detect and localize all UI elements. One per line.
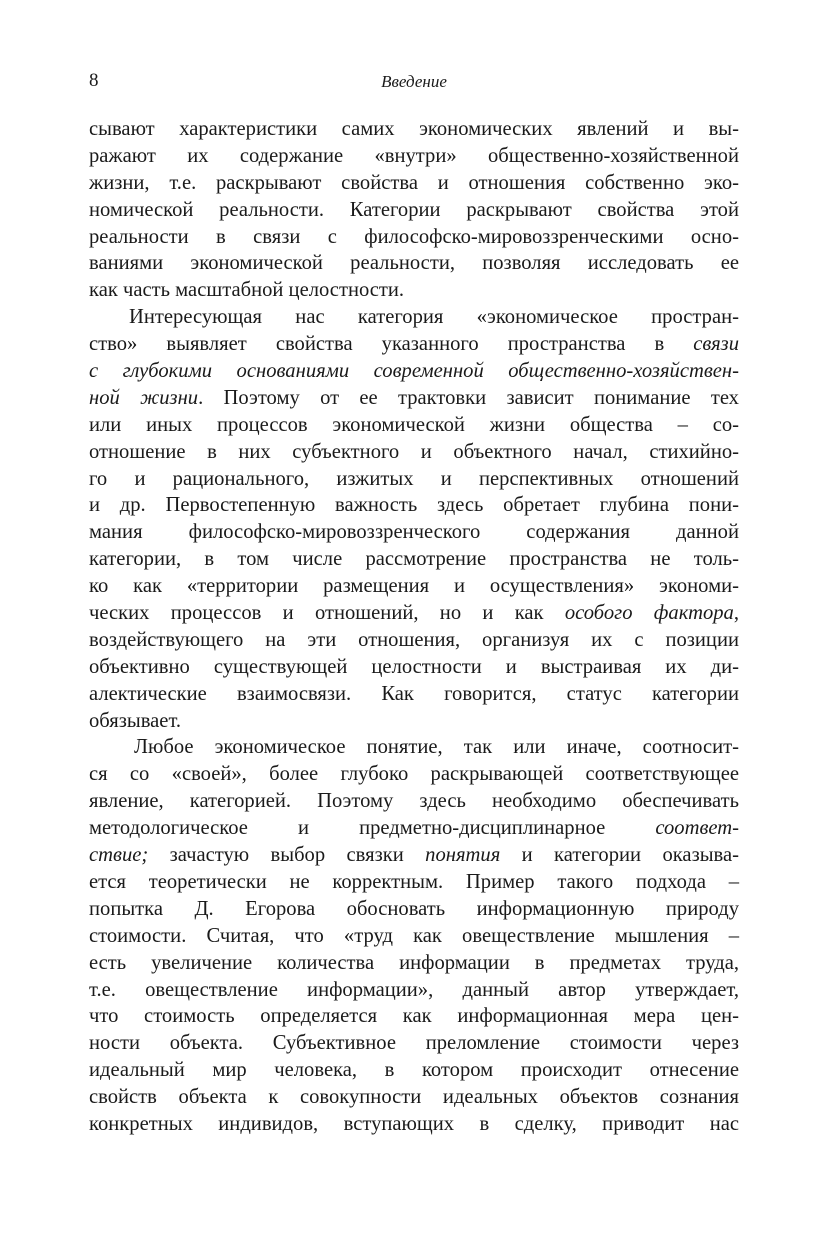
- text-line: [89, 681, 739, 708]
- text-line: [89, 788, 739, 815]
- text-line: [89, 950, 739, 977]
- text-segment: воздействующего на эти отношения, организуя их с позиции: [89, 628, 739, 651]
- text-line: [89, 573, 739, 600]
- text-line: [89, 761, 739, 788]
- text-segment: сывают характеристики самих экономических явлений и вы-: [89, 118, 739, 140]
- text-segment: есть увеличение количества информации в предметах труда,: [89, 951, 739, 974]
- italic-text-segment: соответ-: [655, 817, 739, 840]
- text-line: [89, 627, 739, 654]
- text-segment: ство» выявляет свойства указанного пространства в: [89, 333, 694, 356]
- text-segment: методологическое и предметно-дисциплинарное: [89, 817, 656, 840]
- text-line: [89, 466, 739, 493]
- text-line: [89, 708, 739, 735]
- italic-text-segment: понятия: [425, 844, 501, 867]
- text-line: [89, 331, 739, 358]
- text-segment: обязывает.: [89, 709, 182, 732]
- text-line: [89, 250, 739, 277]
- text-segment: ется теоретически не корректным. Пример такого подхода –: [89, 870, 739, 893]
- text-segment: и др. Первостепенную важность здесь обретает глубина пони-: [89, 494, 739, 517]
- text-line: [89, 923, 739, 950]
- text-line: [89, 143, 739, 170]
- text-line: [89, 1003, 739, 1030]
- text-segment: идеальный мир человека, в котором происходит отнесение: [89, 1059, 739, 1082]
- text-line: [89, 170, 739, 197]
- text-line: [89, 277, 739, 304]
- page-number: 8: [89, 70, 99, 91]
- text-segment: конкретных индивидов, вступающих в сделку, приводит нас: [89, 1112, 739, 1135]
- text-segment: явление, категорией. Поэтому здесь необходимо обеспечивать: [89, 790, 739, 813]
- text-segment: ся со «своей», более глубоко раскрывающей соответствующее: [89, 763, 739, 786]
- text-segment: стоимости. Считая, что «труд как овеществление мышления –: [89, 924, 739, 947]
- text-line: [89, 654, 739, 681]
- text-segment: ражают их содержание «внутри» общественно-хозяйственной: [89, 144, 739, 167]
- italic-text-segment: связи: [693, 333, 739, 356]
- text-line: [89, 358, 739, 385]
- text-segment: объективно существующей целостности и выстраивая их ди-: [89, 655, 739, 678]
- text-segment: т.е. овеществление информации», данный автор утверждает,: [89, 978, 739, 1001]
- text-line: [89, 116, 739, 143]
- text-segment: Любое экономическое понятие, так или иначе, соотносит-: [134, 736, 739, 759]
- text-line: [89, 197, 739, 224]
- text-segment: ваниями экономической реальности, позволяя исследовать ее: [89, 252, 739, 275]
- italic-text-segment: ствие;: [89, 844, 149, 867]
- text-line: [89, 546, 739, 573]
- text-segment: ко как «территории размещения и осуществления» экономи-: [89, 575, 739, 598]
- text-line: [89, 734, 739, 761]
- text-segment: жизни, т.е. раскрывают свойства и отношения собственно эко-: [89, 171, 739, 194]
- italic-text-segment: ной жизни: [89, 386, 199, 409]
- text-segment: что стоимость определяется как информационная мера цен-: [89, 1005, 739, 1028]
- text-line: [89, 385, 739, 412]
- text-line: [89, 842, 739, 869]
- text-line: [89, 977, 739, 1004]
- text-line: [89, 439, 739, 466]
- text-segment: мания философско-мировоззренческого содержания данной: [89, 521, 739, 544]
- text-segment: го и рационального, изжитых и перспективных отношений: [89, 467, 739, 490]
- text-line: [89, 412, 739, 439]
- text-line: [89, 600, 739, 627]
- text-line: [89, 224, 739, 251]
- text-line: [89, 815, 739, 842]
- text-segment: ческих процессов и отношений, но и как: [89, 602, 565, 625]
- text-segment: свойств объекта к совокупности идеальных объектов сознания: [89, 1086, 739, 1109]
- running-title: Введение: [381, 72, 447, 91]
- text-segment: попытка Д. Егорова обосновать информационную природу: [89, 897, 739, 920]
- text-line: [89, 1111, 739, 1138]
- text-segment: как часть масштабной целостности.: [89, 279, 405, 302]
- text-line: [89, 1084, 739, 1111]
- text-segment: номической реальности. Категории раскрывают свойства этой: [89, 198, 739, 221]
- text-line: [89, 869, 739, 896]
- text-segment: реальности в связи с философско-мировоззренческими осно-: [89, 225, 739, 248]
- text-segment: категории, в том числе рассмотрение пространства не толь-: [89, 548, 739, 571]
- text-segment: и категории оказыва-: [500, 844, 739, 867]
- text-line: [89, 1030, 739, 1057]
- text-line: [89, 896, 739, 923]
- text-segment: алектические взаимосвязи. Как говорится, статус категории: [89, 682, 739, 705]
- text-line: [89, 492, 739, 519]
- body-text: [89, 116, 739, 1138]
- text-segment: ,: [733, 602, 739, 625]
- text-segment: зачастую выбор связки: [148, 844, 426, 867]
- text-line: [89, 1057, 739, 1084]
- italic-text-segment: особого фактора: [564, 602, 734, 625]
- text-segment: Интересующая нас категория «экономическое простран-: [129, 306, 739, 329]
- italic-text-segment: с глубокими основаниями современной общественно-хозяйствен-: [89, 360, 739, 383]
- text-line: [89, 519, 739, 546]
- text-segment: ности объекта. Субъективное преломление стоимости через: [89, 1032, 739, 1055]
- text-segment: отношение в них субъектного и объектного начал, стихийно-: [89, 440, 739, 463]
- text-segment: . Поэтому от ее трактовки зависит понимание тех: [198, 386, 739, 409]
- page-header: [89, 70, 739, 96]
- text-line: [89, 304, 739, 331]
- text-segment: или иных процессов экономической жизни общества – со-: [89, 413, 739, 436]
